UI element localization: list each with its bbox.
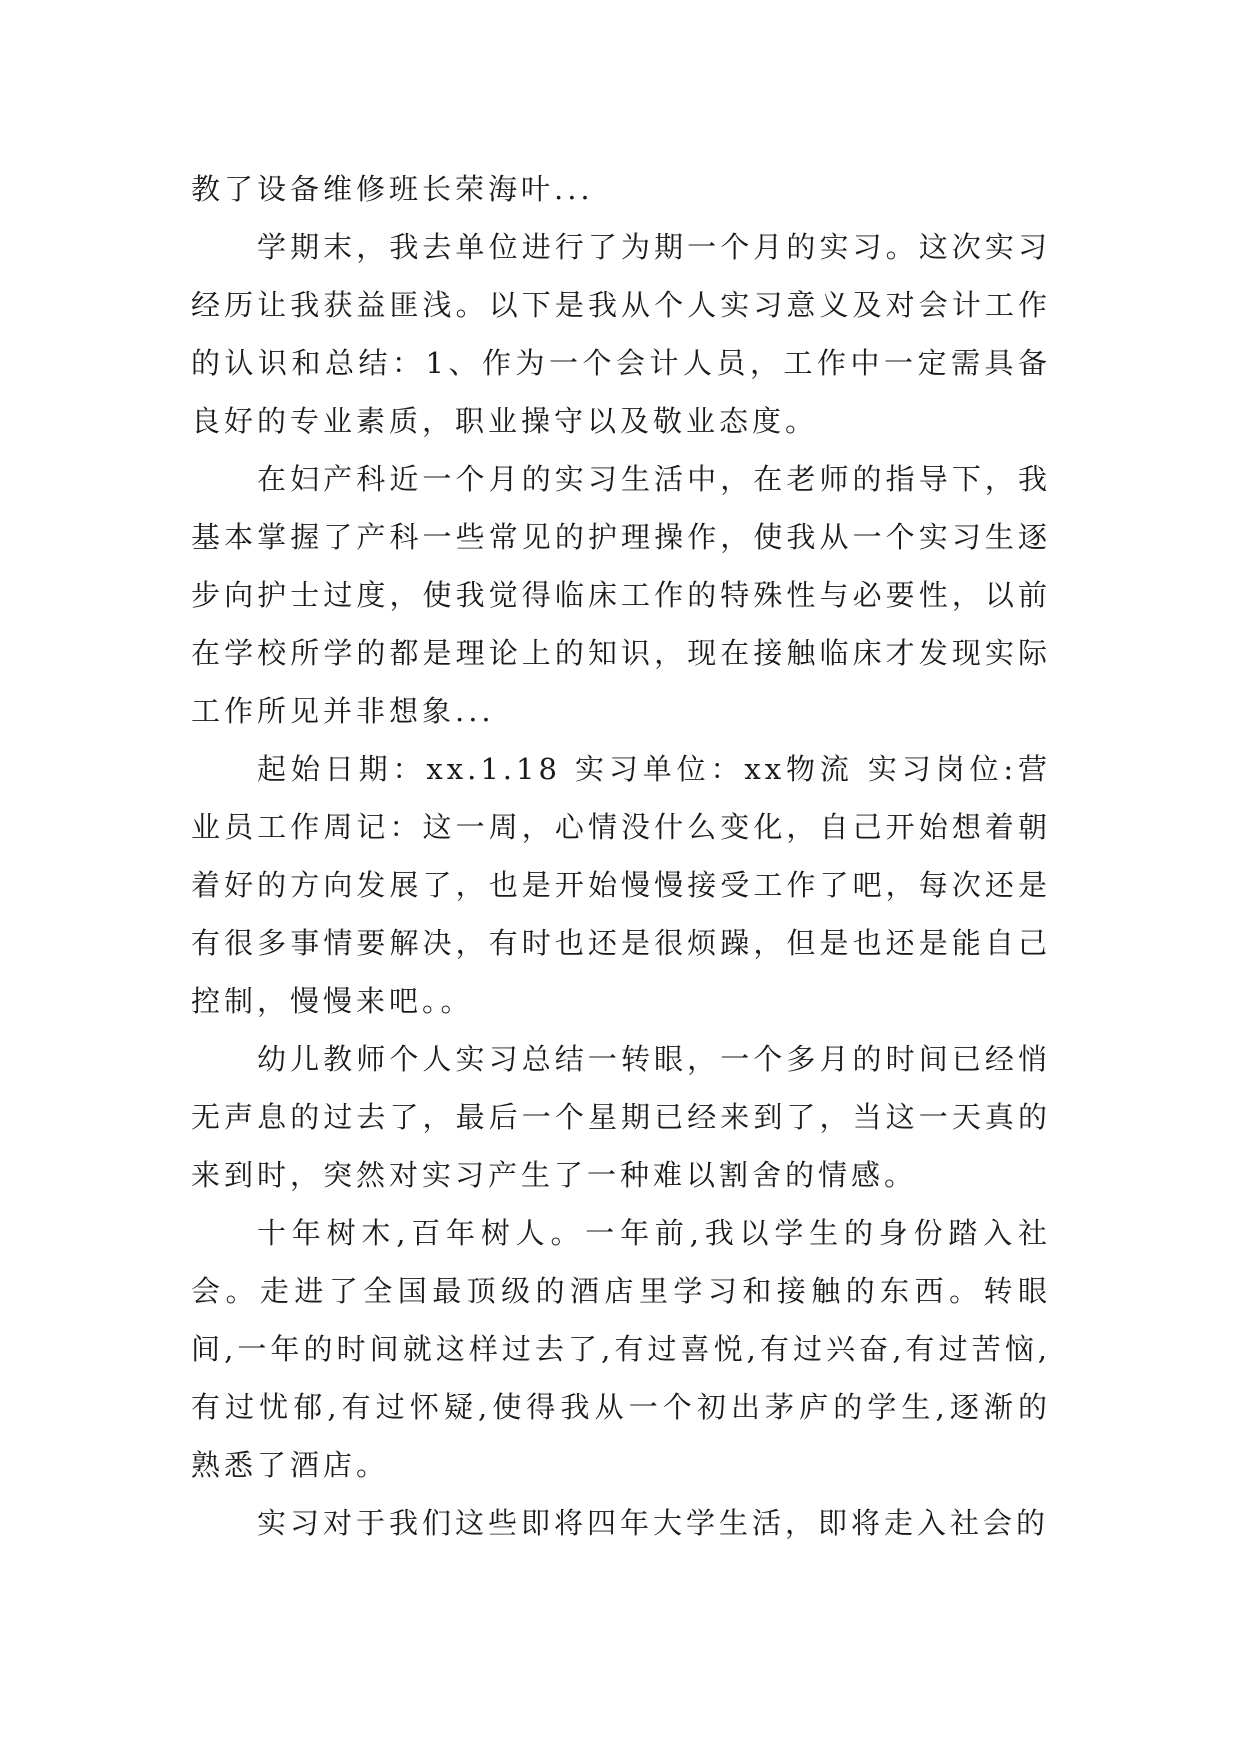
paragraph-1: 教了设备维修班长荣海叶... bbox=[191, 172, 594, 206]
paragraph-7: 实习对于我们这些即将四年大学生活，即将走入社会的 bbox=[257, 1506, 1050, 1540]
paragraph-6: 十年树木,百年树人。一年前,我以学生的身份踏入社会。走进了全国最顶级的酒店里学习和接触的东西。转眼间,一年的时间就这样过去了,有过喜悦,有过兴奋,有过苦恼,有过忧郁,有过怀疑,使得我从一个初出茅庐的学生,逐渐的熟悉了酒店。 bbox=[191, 1216, 1052, 1482]
paragraph-5: 幼儿教师个人实习总结一转眼，一个多月的时间已经悄无声息的过去了，最后一个星期已经来到了，当这一天真的来到时，突然对实习产生了一种难以割舍的情感。 bbox=[191, 1042, 1051, 1192]
paragraph-3: 在妇产科近一个月的实习生活中，在老师的指导下，我基本掌握了产科一些常见的护理操作，使我从一个实习生逐步向护士过度，使我觉得临床工作的特殊性与必要性，以前在学校所学的都是理论上的知识，现在接触临床才发现实际工作所见并非想象... bbox=[191, 462, 1051, 728]
paragraph-4: 起始日期：xx.1.18 实习单位：xx物流 实习岗位:营业员工作周记：这一周，心情没什么变化，自己开始想着朝着好的方向发展了，也是开始慢慢接受工作了吧，每次还是有很多事情要解决，有时也还是很烦躁，但是也还是能自己控制，慢慢来吧。。 bbox=[191, 752, 1051, 1018]
paragraph-2: 学期末，我去单位进行了为期一个月的实习。这次实习经历让我获益匪浅。以下是我从个人实习意义及对会计工作的认识和总结：1、作为一个会计人员，工作中一定需具备良好的专业素质，职业操守以及敬业态度。 bbox=[191, 230, 1051, 438]
document-body bbox=[191, 160, 1051, 1552]
